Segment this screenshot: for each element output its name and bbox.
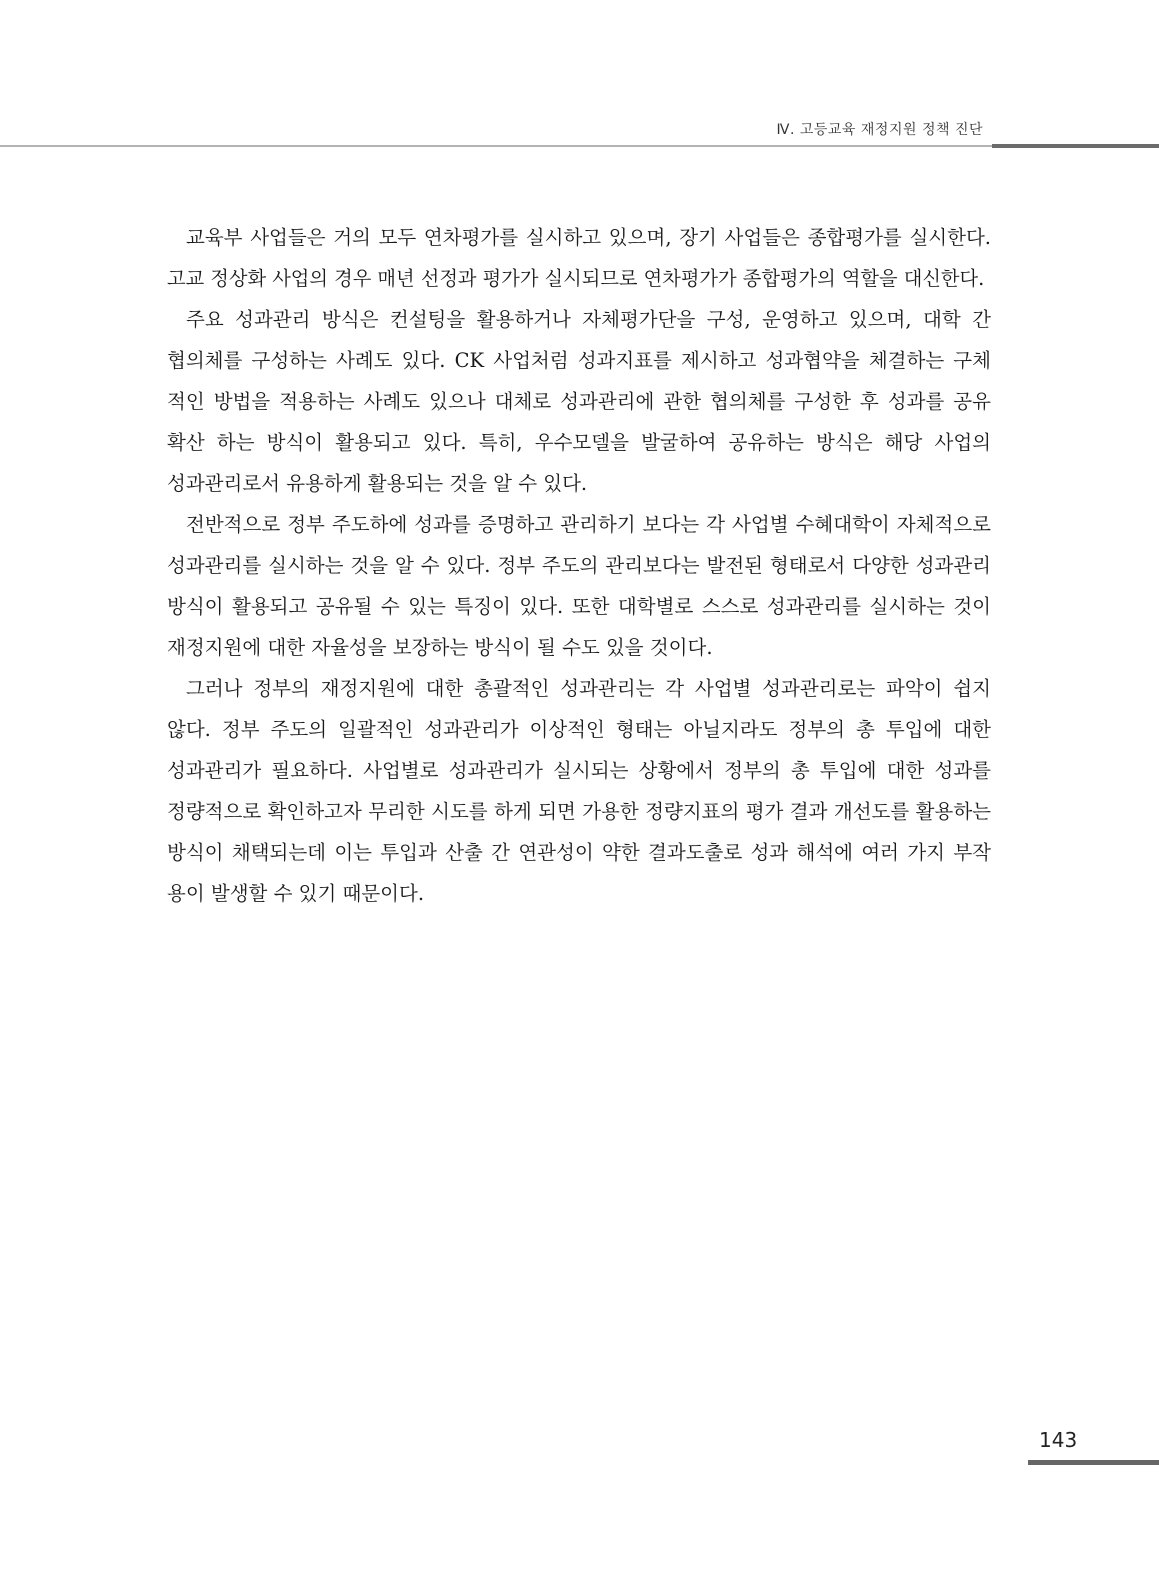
text-line: 전반적으로 정부 주도하에 성과를 증명하고 관리하기 보다는 각 사업별 수혜대학이 자체적으로	[186, 513, 991, 536]
section-header-title: Ⅳ. 고등교육 재정지원 정책 진단	[776, 122, 983, 138]
text-line: 성과관리로서 유용하게 활용되는 것을 알 수 있다.	[167, 472, 588, 495]
paragraph-1	[167, 217, 991, 299]
text-line: 재정지원에 대한 자율성을 보장하는 방식이 될 수도 있을 것이다.	[167, 636, 713, 659]
header-divider-accent	[992, 144, 1159, 148]
paragraph-4	[167, 668, 991, 914]
text-line: 확산 하는 방식이 활용되고 있다. 특히, 우수모델을 발굴하여 공유하는 방식은 해당 사업의	[167, 431, 991, 454]
text-line: 고교 정상화 사업의 경우 매년 선정과 평가가 실시되므로 연차평가가 종합평가의 역할을 대신한다.	[167, 267, 985, 290]
text-line: 용이 발생할 수 있기 때문이다.	[167, 882, 425, 905]
header-divider	[0, 145, 992, 147]
text-line: 성과관리가 필요하다. 사업별로 성과관리가 실시되는 상황에서 정부의 총 투입에 대한 성과를	[167, 759, 991, 782]
text-line: 그러나 정부의 재정지원에 대한 총괄적인 성과관리는 각 사업별 성과관리로는 파악이 쉽지	[186, 677, 991, 700]
paragraph-3	[167, 504, 991, 668]
text-line: 방식이 활용되고 공유될 수 있는 특징이 있다. 또한 대학별로 스스로 성과관리를 실시하는 것이	[167, 595, 991, 618]
paragraph-2	[167, 299, 991, 504]
text-line: 협의체를 구성하는 사례도 있다. CK 사업처럼 성과지표를 제시하고 성과협약을 체결하는 구체	[167, 349, 991, 372]
page-number: 143	[1039, 1428, 1078, 1452]
text-line: 적인 방법을 적용하는 사례도 있으나 대체로 성과관리에 관한 협의체를 구성한 후 성과를 공유	[167, 390, 991, 413]
footer-divider	[1028, 1460, 1159, 1465]
text-line: 교육부 사업들은 거의 모두 연차평가를 실시하고 있으며, 장기 사업들은 종합평가를 실시한다.	[186, 226, 991, 249]
text-line: 주요 성과관리 방식은 컨설팅을 활용하거나 자체평가단을 구성, 운영하고 있으며, 대학 간	[186, 308, 991, 331]
text-line: 성과관리를 실시하는 것을 알 수 있다. 정부 주도의 관리보다는 발전된 형태로서 다양한 성과관리	[167, 554, 991, 577]
body-text	[167, 217, 991, 914]
text-line: 정량적으로 확인하고자 무리한 시도를 하게 되면 가용한 정량지표의 평가 결과 개선도를 활용하는	[167, 800, 991, 823]
text-line: 않다. 정부 주도의 일괄적인 성과관리가 이상적인 형태는 아닐지라도 정부의 총 투입에 대한	[167, 718, 991, 741]
text-line: 방식이 채택되는데 이는 투입과 산출 간 연관성이 약한 결과도출로 성과 해석에 여러 가지 부작	[167, 841, 991, 864]
